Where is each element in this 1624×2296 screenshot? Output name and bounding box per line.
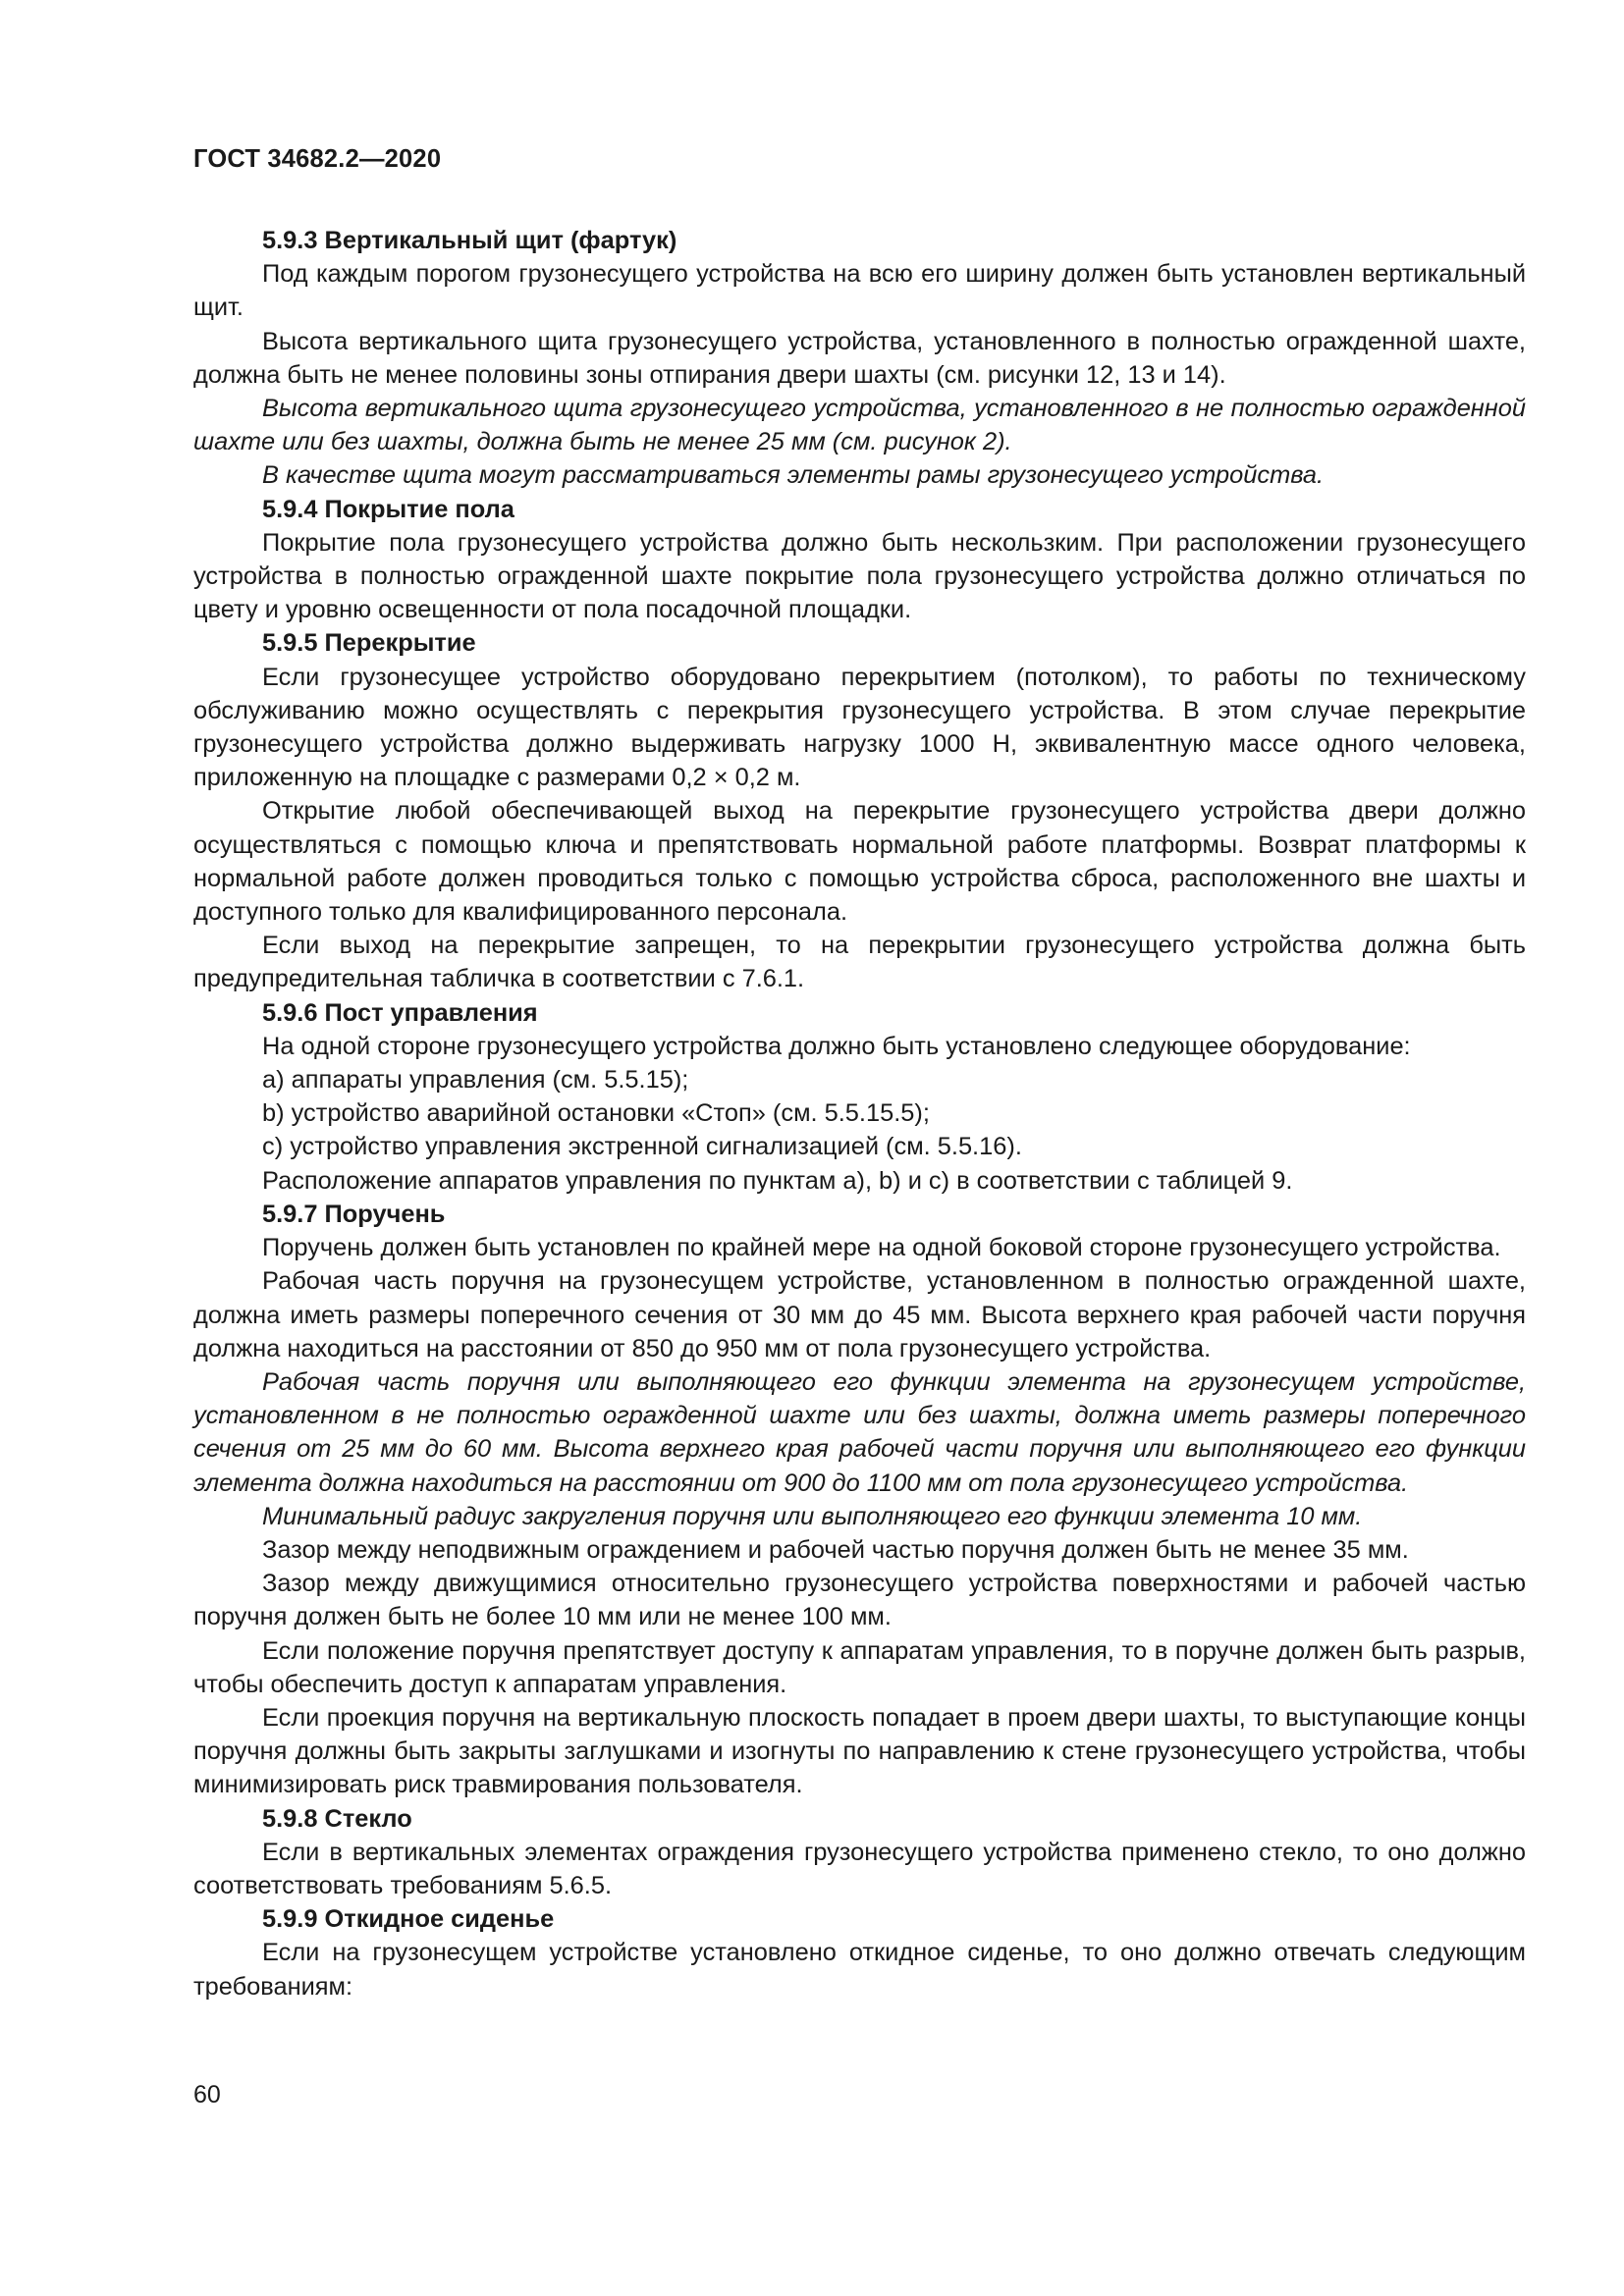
section-heading: 5.9.9 Откидное сиденье bbox=[262, 1905, 555, 1934]
section-heading: 5.9.8 Стекло bbox=[262, 1804, 412, 1833]
document-body bbox=[193, 224, 1526, 2003]
italic-paragraph: Рабочая часть поручня или выполняющего его функции элемента на грузонесущем устройстве, установленном в не полностью огражденной шахте или без шахты, должна иметь размеры поперечного сечения от 25 мм до 60 мм. Высота верхнего края рабочей части поручня или выполняющего его функции элемента должна находиться на расстоянии от 900 до 1100 мм от пола грузонесущего устройства. bbox=[193, 1367, 1526, 1497]
italic-paragraph: Минимальный радиус закругления поручня или выполняющего его функции элемента 10 мм. bbox=[262, 1502, 1363, 1530]
section-heading: 5.9.7 Поручень bbox=[262, 1200, 446, 1228]
paragraph: Открытие любой обеспечивающей выход на перекрытие грузонесущего устройства двери должно осуществляться с помощью ключа и препятствовать нормальной работе платформы. Возврат платформы к нормальной работе должен проводиться только с помощью устройства сброса, расположенного вне шахты и доступного только для квалифицированного персонала. bbox=[193, 797, 1526, 927]
paragraph: Рабочая часть поручня на грузонесущем устройстве, установленном в полностью огражденной шахте, должна иметь размеры поперечного сечения от 30 мм до 45 мм. Высота верхнего края рабочей части поручня должна находиться на расстоянии от 850 до 950 мм от пола грузонесущего устройства. bbox=[193, 1267, 1526, 1362]
paragraph: Если выход на перекрытие запрещен, то на перекрытии грузонесущего устройства должна быть предупредительная табличка в соответствии с 7.6.1. bbox=[193, 932, 1526, 993]
section-heading: 5.9.4 Покрытие пола bbox=[262, 495, 514, 523]
paragraph: Высота вертикального щита грузонесущего устройства, установленного в полностью огражденной шахте, должна быть не менее половины зоны отпирания двери шахты (см. рисунки 12, 13 и 14). bbox=[193, 327, 1526, 389]
paragraph: Зазор между движущимися относительно грузонесущего устройства поверхностями и рабочей частью поручня должен быть не более 10 мм или не менее 100 мм. bbox=[193, 1570, 1526, 1631]
document-header: ГОСТ 34682.2—2020 bbox=[193, 145, 442, 173]
italic-paragraph: В качестве щита могут рассматриваться элементы рамы грузонесущего устройства. bbox=[262, 461, 1325, 490]
paragraph: Поручень должен быть установлен по крайней мере на одной боковой стороне грузонесущего устройства. bbox=[262, 1234, 1501, 1262]
paragraph: Если положение поручня препятствует доступу к аппаратам управления, то в поручне должен быть разрыв, чтобы обеспечить доступ к аппаратам управления. bbox=[193, 1636, 1526, 1698]
paragraph: Покрытие пола грузонесущего устройства должно быть нескользким. При расположении грузонесущего устройства в полностью огражденной шахте покрытие пола грузонесущего устройства должно отличаться по цвету и уровню освещенности от пола посадочной площадки. bbox=[193, 528, 1526, 624]
paragraph: Зазор между неподвижным ограждением и рабочей частью поручня должен быть не менее 35 мм. bbox=[262, 1535, 1409, 1564]
list-item: a) аппараты управления (см. 5.5.15); bbox=[262, 1066, 689, 1095]
section-heading: 5.9.3 Вертикальный щит (фартук) bbox=[262, 227, 677, 254]
page-number: 60 bbox=[193, 2081, 221, 2109]
section-heading: 5.9.6 Пост управления bbox=[262, 998, 538, 1027]
section-heading: 5.9.5 Перекрытие bbox=[262, 629, 476, 658]
paragraph: Под каждым порогом грузонесущего устройства на всю его ширину должен быть установлен вертикальный щит. bbox=[193, 260, 1526, 322]
paragraph: Если проекция поручня на вертикальную плоскость попадает в проем двери шахты, то выступающие концы поручня должны быть закрыты заглушками и изогнуты по направлению к стене грузонесущего устройства, чтобы минимизировать риск травмирования пользователя. bbox=[193, 1703, 1526, 1799]
paragraph: Если на грузонесущем устройстве установлено откидное сиденье, то оно должно отвечать следующим требованиям: bbox=[193, 1939, 1526, 2001]
list-item: b) устройство аварийной остановки «Стоп» (см. 5.5.15.5); bbox=[262, 1099, 930, 1128]
italic-paragraph: Высота вертикального щита грузонесущего устройства, установленного в не полностью огражденной шахте или без шахты, должна быть не менее 25 мм (см. рисунок 2). bbox=[193, 395, 1526, 456]
paragraph: Расположение аппаратов управления по пунктам a), b) и c) в соответствии с таблицей 9. bbox=[262, 1166, 1293, 1195]
list-item: c) устройство управления экстренной сигнализацией (см. 5.5.16). bbox=[262, 1133, 1022, 1161]
paragraph: Если грузонесущее устройство оборудовано перекрытием (потолком), то работы по техническому обслуживанию можно осуществлять с перекрытия грузонесущего устройства. В этом случае перекрытие грузонесущего устройства должно выдерживать нагрузку 1000 Н, эквивалентную массе одного человека, приложенную на площадке с размерами 0,2 × 0,2 м. bbox=[193, 663, 1526, 792]
paragraph: Если в вертикальных элементах ограждения грузонесущего устройства применено стекло, то оно должно соответствовать требованиям 5.6.5. bbox=[193, 1838, 1526, 1899]
paragraph: На одной стороне грузонесущего устройства должно быть установлено следующее оборудование: bbox=[262, 1032, 1411, 1060]
